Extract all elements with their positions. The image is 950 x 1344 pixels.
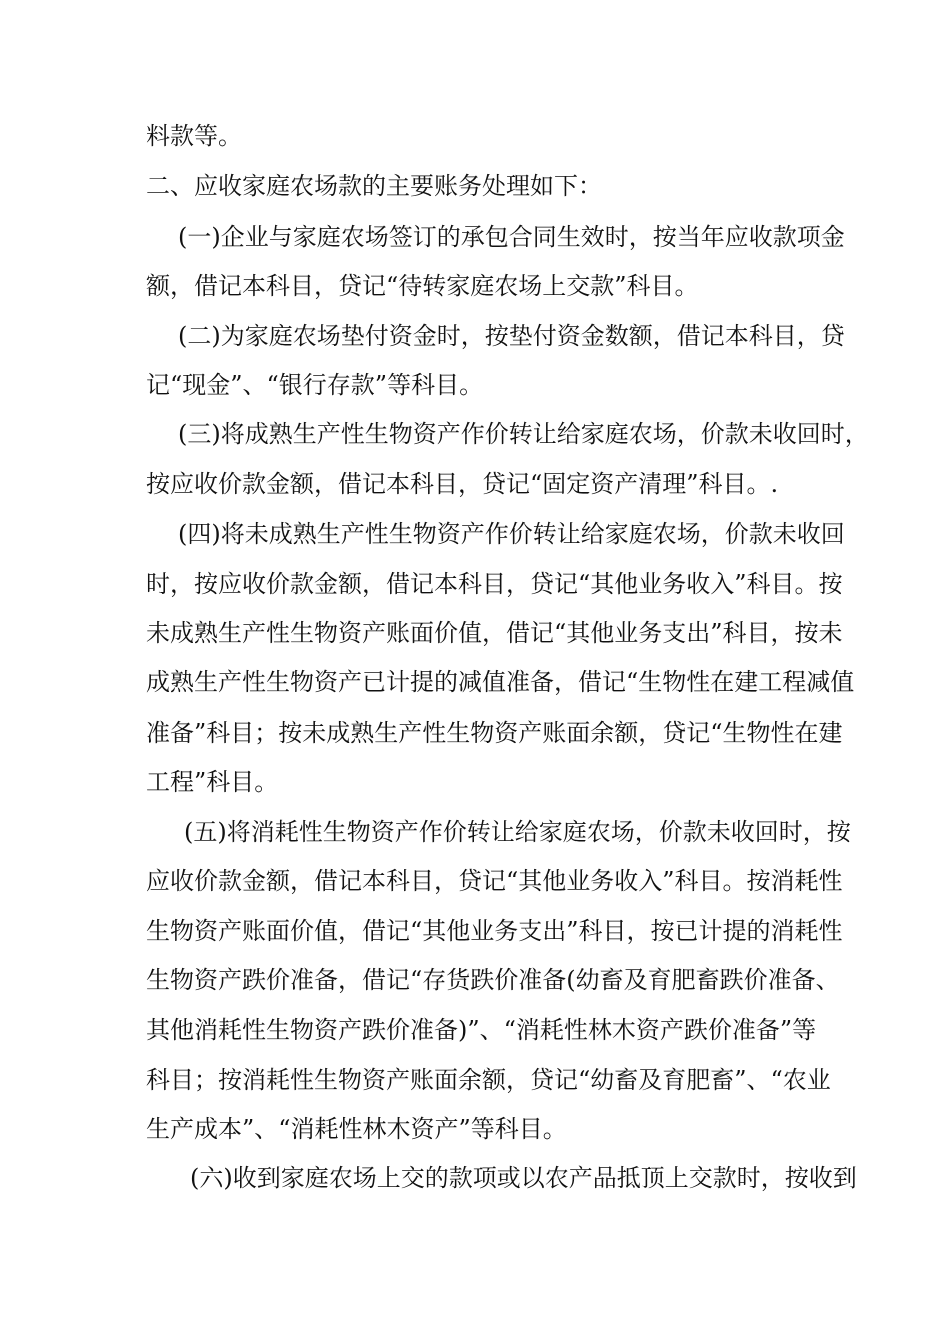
text-line-12: 成熟生产性生物资产已计提的减值准备，借记“生物性在建工程减值 xyxy=(146,668,855,696)
text-line-11: 未成熟生产性生物资产账面价值，借记“其他业务支出”科目，按未 xyxy=(146,619,843,647)
text-line-3: (一)企业与家庭农场签订的承包合同生效时，按当年应收款项金 xyxy=(178,223,845,251)
text-line-16: 应收价款金额，借记本科目，贷记“其他业务收入”科目。按消耗性 xyxy=(146,867,843,895)
text-line-10: 时，按应收价款金额，借记本科目，贷记“其他业务收入”科目。按 xyxy=(146,570,843,598)
text-line-15: (五)将消耗性生物资产作价转让给家庭农场，价款未收回时，按 xyxy=(184,818,851,846)
text-line-4: 额，借记本科目，贷记“待转家庭农场上交款”科目。 xyxy=(146,272,699,300)
text-line-8: 按应收价款金额，借记本科目，贷记“固定资产清理”科目。. xyxy=(146,470,779,498)
section-heading: 二、应收家庭农场款的主要账务处理如下： xyxy=(146,172,602,200)
text-line-14: 工程”科目。 xyxy=(146,768,279,796)
text-line-22: (六)收到家庭农场上交的款项或以农产品抵顶上交款时，按收到 xyxy=(190,1164,857,1192)
text-line-6: 记“现金”、“银行存款”等科目。 xyxy=(146,371,484,399)
text-line-5: (二)为家庭农场垫付资金时，按垫付资金数额，借记本科目，贷 xyxy=(178,322,845,350)
text-line-7: (三)将成熟生产性生物资产作价转让给家庭农场，价款未收回时， xyxy=(178,420,869,448)
text-line-19: 其他消耗性生物资产跌价准备)”、“消耗性林木资产跌价准备”等 xyxy=(146,1016,817,1044)
text-line-21: 生产成本”、“消耗性林木资产”等科目。 xyxy=(146,1115,567,1143)
text-line-17: 生物资产账面价值，借记“其他业务支出”科目，按已计提的消耗性 xyxy=(146,917,843,945)
text-line-1: 料款等。 xyxy=(146,122,242,150)
text-line-13: 准备”科目；按未成熟生产性生物资产账面余额，贷记“生物性在建 xyxy=(146,719,843,747)
text-line-9: (四)将未成熟生产性生物资产作价转让给家庭农场，价款未收回 xyxy=(178,520,845,548)
text-line-18: 生物资产跌价准备，借记“存货跌价准备(幼畜及育肥畜跌价准备、 xyxy=(146,966,840,994)
text-line-20: 科目；按消耗性生物资产账面余额，贷记“幼畜及育肥畜”、“农业 xyxy=(146,1066,831,1094)
